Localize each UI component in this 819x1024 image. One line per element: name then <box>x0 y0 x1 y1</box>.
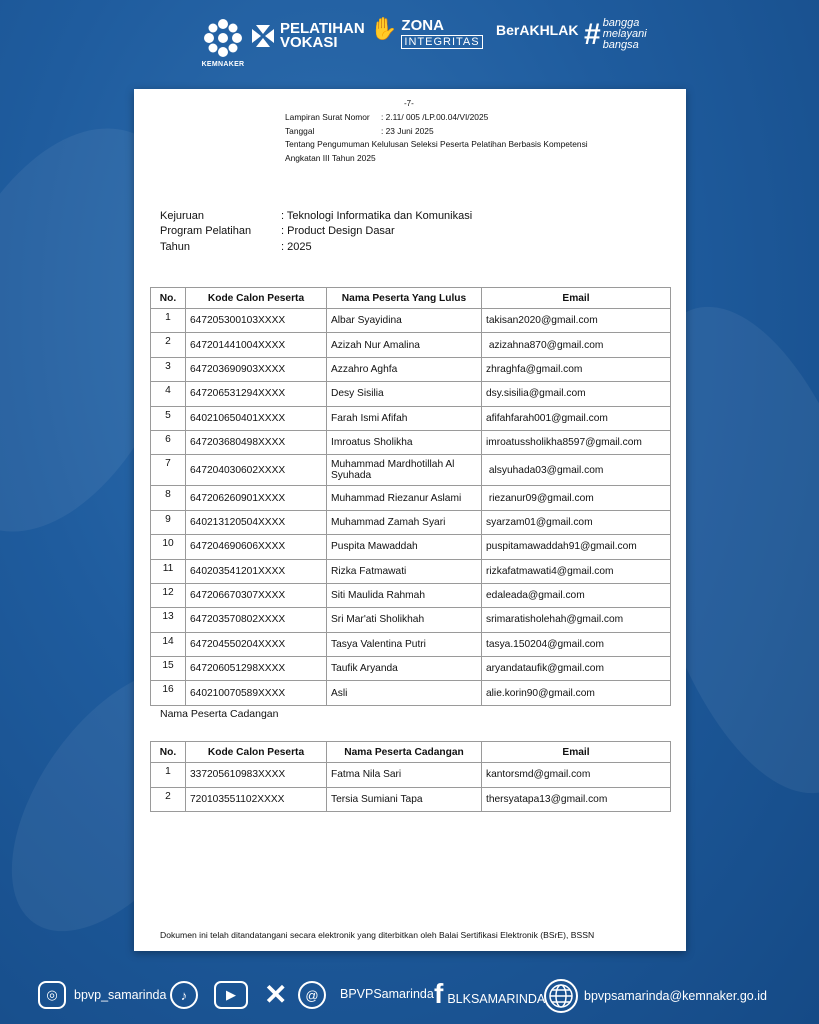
row-kode: 647206051298XXXX <box>186 657 327 681</box>
kemnaker-logo <box>198 18 248 68</box>
row-kode: 647205300103XXXX <box>186 309 327 333</box>
tahun-label: Tahun <box>160 240 190 253</box>
row-kode: 647206670307XXXX <box>186 583 327 607</box>
table-row <box>151 535 671 559</box>
bpvpsamarinda-handle[interactable]: BPVPSamarinda <box>340 987 434 1001</box>
col-nama-header: Nama Peserta Yang Lulus <box>327 288 482 309</box>
bangga-word: bangga <box>602 17 640 29</box>
row-kode: 647206260901XXXX <box>186 486 327 510</box>
row-kode: 647204690606XXXX <box>186 535 327 559</box>
youtube-link[interactable] <box>214 981 248 1009</box>
table-row <box>151 406 671 430</box>
row-nama: Muhammad Mardhotillah Al Syuhada <box>327 455 482 486</box>
threads-link[interactable] <box>298 981 326 1009</box>
row-email: kantorsmd@gmail.com <box>482 763 671 788</box>
table-row <box>151 787 671 812</box>
table-row <box>151 608 671 632</box>
row-kode: 337205610983XXXX <box>186 763 327 788</box>
zona-integritas-logo <box>370 18 483 49</box>
table-row <box>151 559 671 583</box>
row-kode: 647204550204XXXX <box>186 632 327 656</box>
row-no: 7 <box>151 455 186 486</box>
row-no: 4 <box>151 382 186 406</box>
table-row <box>151 632 671 656</box>
row-email: thersyatapa13@gmail.com <box>482 787 671 812</box>
row-nama: Tersia Sumiani Tapa <box>327 787 482 812</box>
table-row <box>151 583 671 607</box>
row-nama: Puspita Mawaddah <box>327 535 482 559</box>
row-kode: 647203680498XXXX <box>186 430 327 454</box>
row-no: 15 <box>151 657 186 681</box>
row-email: azizahna870@gmail.com <box>482 333 671 357</box>
row-kode: 647203570802XXXX <box>186 608 327 632</box>
col-no-header: No. <box>151 742 186 763</box>
table-row <box>151 430 671 454</box>
program-label: Program Pelatihan <box>160 225 252 238</box>
row-email: puspitamawaddah91@gmail.com <box>482 535 671 559</box>
social-bar <box>0 976 819 1016</box>
row-email: alsyuhada03@gmail.com <box>482 455 671 486</box>
row-no: 2 <box>151 787 186 812</box>
row-nama: Tasya Valentina Putri <box>327 632 482 656</box>
row-email: imroatussholikha8597@gmail.com <box>482 430 671 454</box>
row-no: 9 <box>151 510 186 534</box>
row-no: 1 <box>151 763 186 788</box>
row-nama: Azizah Nur Amalina <box>327 333 482 357</box>
row-email: takisan2020@gmail.com <box>482 309 671 333</box>
table-row <box>151 510 671 534</box>
col-no-header: No. <box>151 288 186 309</box>
lampiran-value: : 2.11/ 005 /LP.00.04/VI/2025 <box>381 112 489 122</box>
row-no: 5 <box>151 406 186 430</box>
row-nama: Taufik Aryanda <box>327 657 482 681</box>
kemnaker-caption: KEMNAKER <box>201 61 245 68</box>
row-kode: 647203690903XXXX <box>186 357 327 381</box>
website-link[interactable] <box>544 979 767 1013</box>
table-row <box>151 357 671 381</box>
passed-participants-table <box>150 287 671 706</box>
berakhlak-label: BerAKHLAK <box>496 22 579 38</box>
vokasi-line1: PELATIHAN <box>280 20 365 37</box>
facebook-handle: BLKSAMARINDA <box>447 991 546 1006</box>
row-email: afifahfarah001@gmail.com <box>482 406 671 430</box>
row-nama: Sri Mar'ati Sholikhah <box>327 608 482 632</box>
row-no: 10 <box>151 535 186 559</box>
table-row <box>151 455 671 486</box>
row-email: tasya.150204@gmail.com <box>482 632 671 656</box>
row-kode: 720103551102XXXX <box>186 787 327 812</box>
page-number: -7- <box>404 99 414 108</box>
pelatihan-vokasi-logo <box>250 22 365 50</box>
row-email: alie.korin90@gmail.com <box>482 681 671 705</box>
vokasi-mark-icon <box>250 23 276 49</box>
facebook-icon: f <box>434 978 444 1009</box>
lampiran-label: Lampiran Surat Nomor <box>285 112 370 122</box>
x-icon: ✕ <box>264 979 288 1010</box>
hand-icon: ✋ <box>370 16 398 41</box>
hashtag-icon: # <box>584 17 601 51</box>
row-kode: 640203541201XXXX <box>186 559 327 583</box>
row-email: rizkafatmawati4@gmail.com <box>482 559 671 583</box>
row-email: edaleada@gmail.com <box>482 583 671 607</box>
row-no: 1 <box>151 309 186 333</box>
row-kode: 640210070589XXXX <box>186 681 327 705</box>
instagram-link[interactable] <box>38 981 166 1009</box>
tiktok-link[interactable] <box>170 981 198 1009</box>
row-nama: Muhammad Riezanur Aslami <box>327 486 482 510</box>
table-row <box>151 333 671 357</box>
tanggal-label: Tanggal <box>285 125 315 136</box>
row-no: 3 <box>151 357 186 381</box>
row-no: 13 <box>151 608 186 632</box>
berakhlak-logo <box>496 22 578 38</box>
row-nama: Imroatus Sholikha <box>327 430 482 454</box>
row-no: 12 <box>151 583 186 607</box>
col-kode-header: Kode Calon Peserta <box>186 288 327 309</box>
row-no: 16 <box>151 681 186 705</box>
row-kode: 647206531294XXXX <box>186 382 327 406</box>
zona-label: ZONA <box>401 17 444 34</box>
vokasi-line2: VOKASI <box>280 34 338 51</box>
row-nama: Rizka Fatmawati <box>327 559 482 583</box>
row-no: 14 <box>151 632 186 656</box>
row-email: riezanur09@gmail.com <box>482 486 671 510</box>
youtube-icon: ▶ <box>214 981 248 1009</box>
row-kode: 640210650401XXXX <box>186 406 327 430</box>
tahun-value: : 2025 <box>281 240 312 253</box>
row-no: 2 <box>151 333 186 357</box>
kejuruan-value: : Teknologi Informatika dan Komunikasi <box>281 210 473 222</box>
reserve-label: Nama Peserta Cadangan <box>160 708 279 720</box>
table-row <box>151 763 671 788</box>
row-kode: 647201441004XXXX <box>186 333 327 357</box>
row-nama: Siti Maulida Rahmah <box>327 583 482 607</box>
col-nama-header: Nama Peserta Cadangan <box>327 742 482 763</box>
row-email: syarzam01@gmail.com <box>482 510 671 534</box>
instagram-icon: ◎ <box>38 981 66 1009</box>
reserve-participants-table <box>150 741 671 812</box>
kejuruan-label: Kejuruan <box>160 210 205 222</box>
x-link[interactable] <box>264 978 287 1011</box>
document-page <box>134 89 686 951</box>
bangsa-word: bangsa <box>602 39 639 51</box>
signature-footer: Dokumen ini telah ditandatangani secara elektronik yang diterbitkan oleh Balai Sertifikasi Elektronik (BSrE), BSSN <box>160 930 595 940</box>
program-value: : Product Design Dasar <box>281 225 395 238</box>
row-nama: Asli <box>327 681 482 705</box>
globe-icon <box>544 979 578 1013</box>
table-row <box>151 486 671 510</box>
facebook-link[interactable] <box>434 978 545 1010</box>
table-row <box>151 382 671 406</box>
tiktok-icon: ♪ <box>170 981 198 1009</box>
tentang-line2: Angkatan III Tahun 2025 <box>285 152 376 163</box>
row-nama: Farah Ismi Afifah <box>327 406 482 430</box>
row-nama: Muhammad Zamah Syari <box>327 510 482 534</box>
tanggal-value: : 23 Juni 2025 <box>381 125 434 136</box>
col-email-header: Email <box>482 742 671 763</box>
row-email: aryandataufik@gmail.com <box>482 657 671 681</box>
row-no: 6 <box>151 430 186 454</box>
row-nama: Azzahro Aghfa <box>327 357 482 381</box>
row-no: 8 <box>151 486 186 510</box>
integritas-label: INTEGRITAS <box>401 35 482 49</box>
program-meta <box>160 209 472 255</box>
table-row <box>151 309 671 333</box>
melayani-word: melayani <box>602 28 647 40</box>
col-kode-header: Kode Calon Peserta <box>186 742 327 763</box>
website-address: bpvpsamarinda@kemnaker.go.id <box>584 989 767 1003</box>
kemnaker-emblem-icon <box>203 18 243 58</box>
header-logos <box>0 14 819 74</box>
row-nama: Desy Sisilia <box>327 382 482 406</box>
row-no: 11 <box>151 559 186 583</box>
row-nama: Fatma Nila Sari <box>327 763 482 788</box>
table-row <box>151 681 671 705</box>
bangga-melayani-logo <box>584 18 647 51</box>
row-nama: Albar Syayidina <box>327 309 482 333</box>
instagram-handle: bpvp_samarinda <box>74 988 167 1002</box>
table-row <box>151 657 671 681</box>
row-kode: 647204030602XXXX <box>186 455 327 486</box>
row-email: dsy.sisilia@gmail.com <box>482 382 671 406</box>
row-email: srimaratisholehah@gmail.com <box>482 608 671 632</box>
row-email: zhraghfa@gmail.com <box>482 357 671 381</box>
col-email-header: Email <box>482 288 671 309</box>
threads-icon: @ <box>298 981 326 1009</box>
row-kode: 640213120504XXXX <box>186 510 327 534</box>
lampiran-block <box>285 111 588 165</box>
tentang-line1: Tentang Pengumuman Kelulusan Seleksi Peserta Pelatihan Berbasis Kompetensi <box>285 139 588 150</box>
